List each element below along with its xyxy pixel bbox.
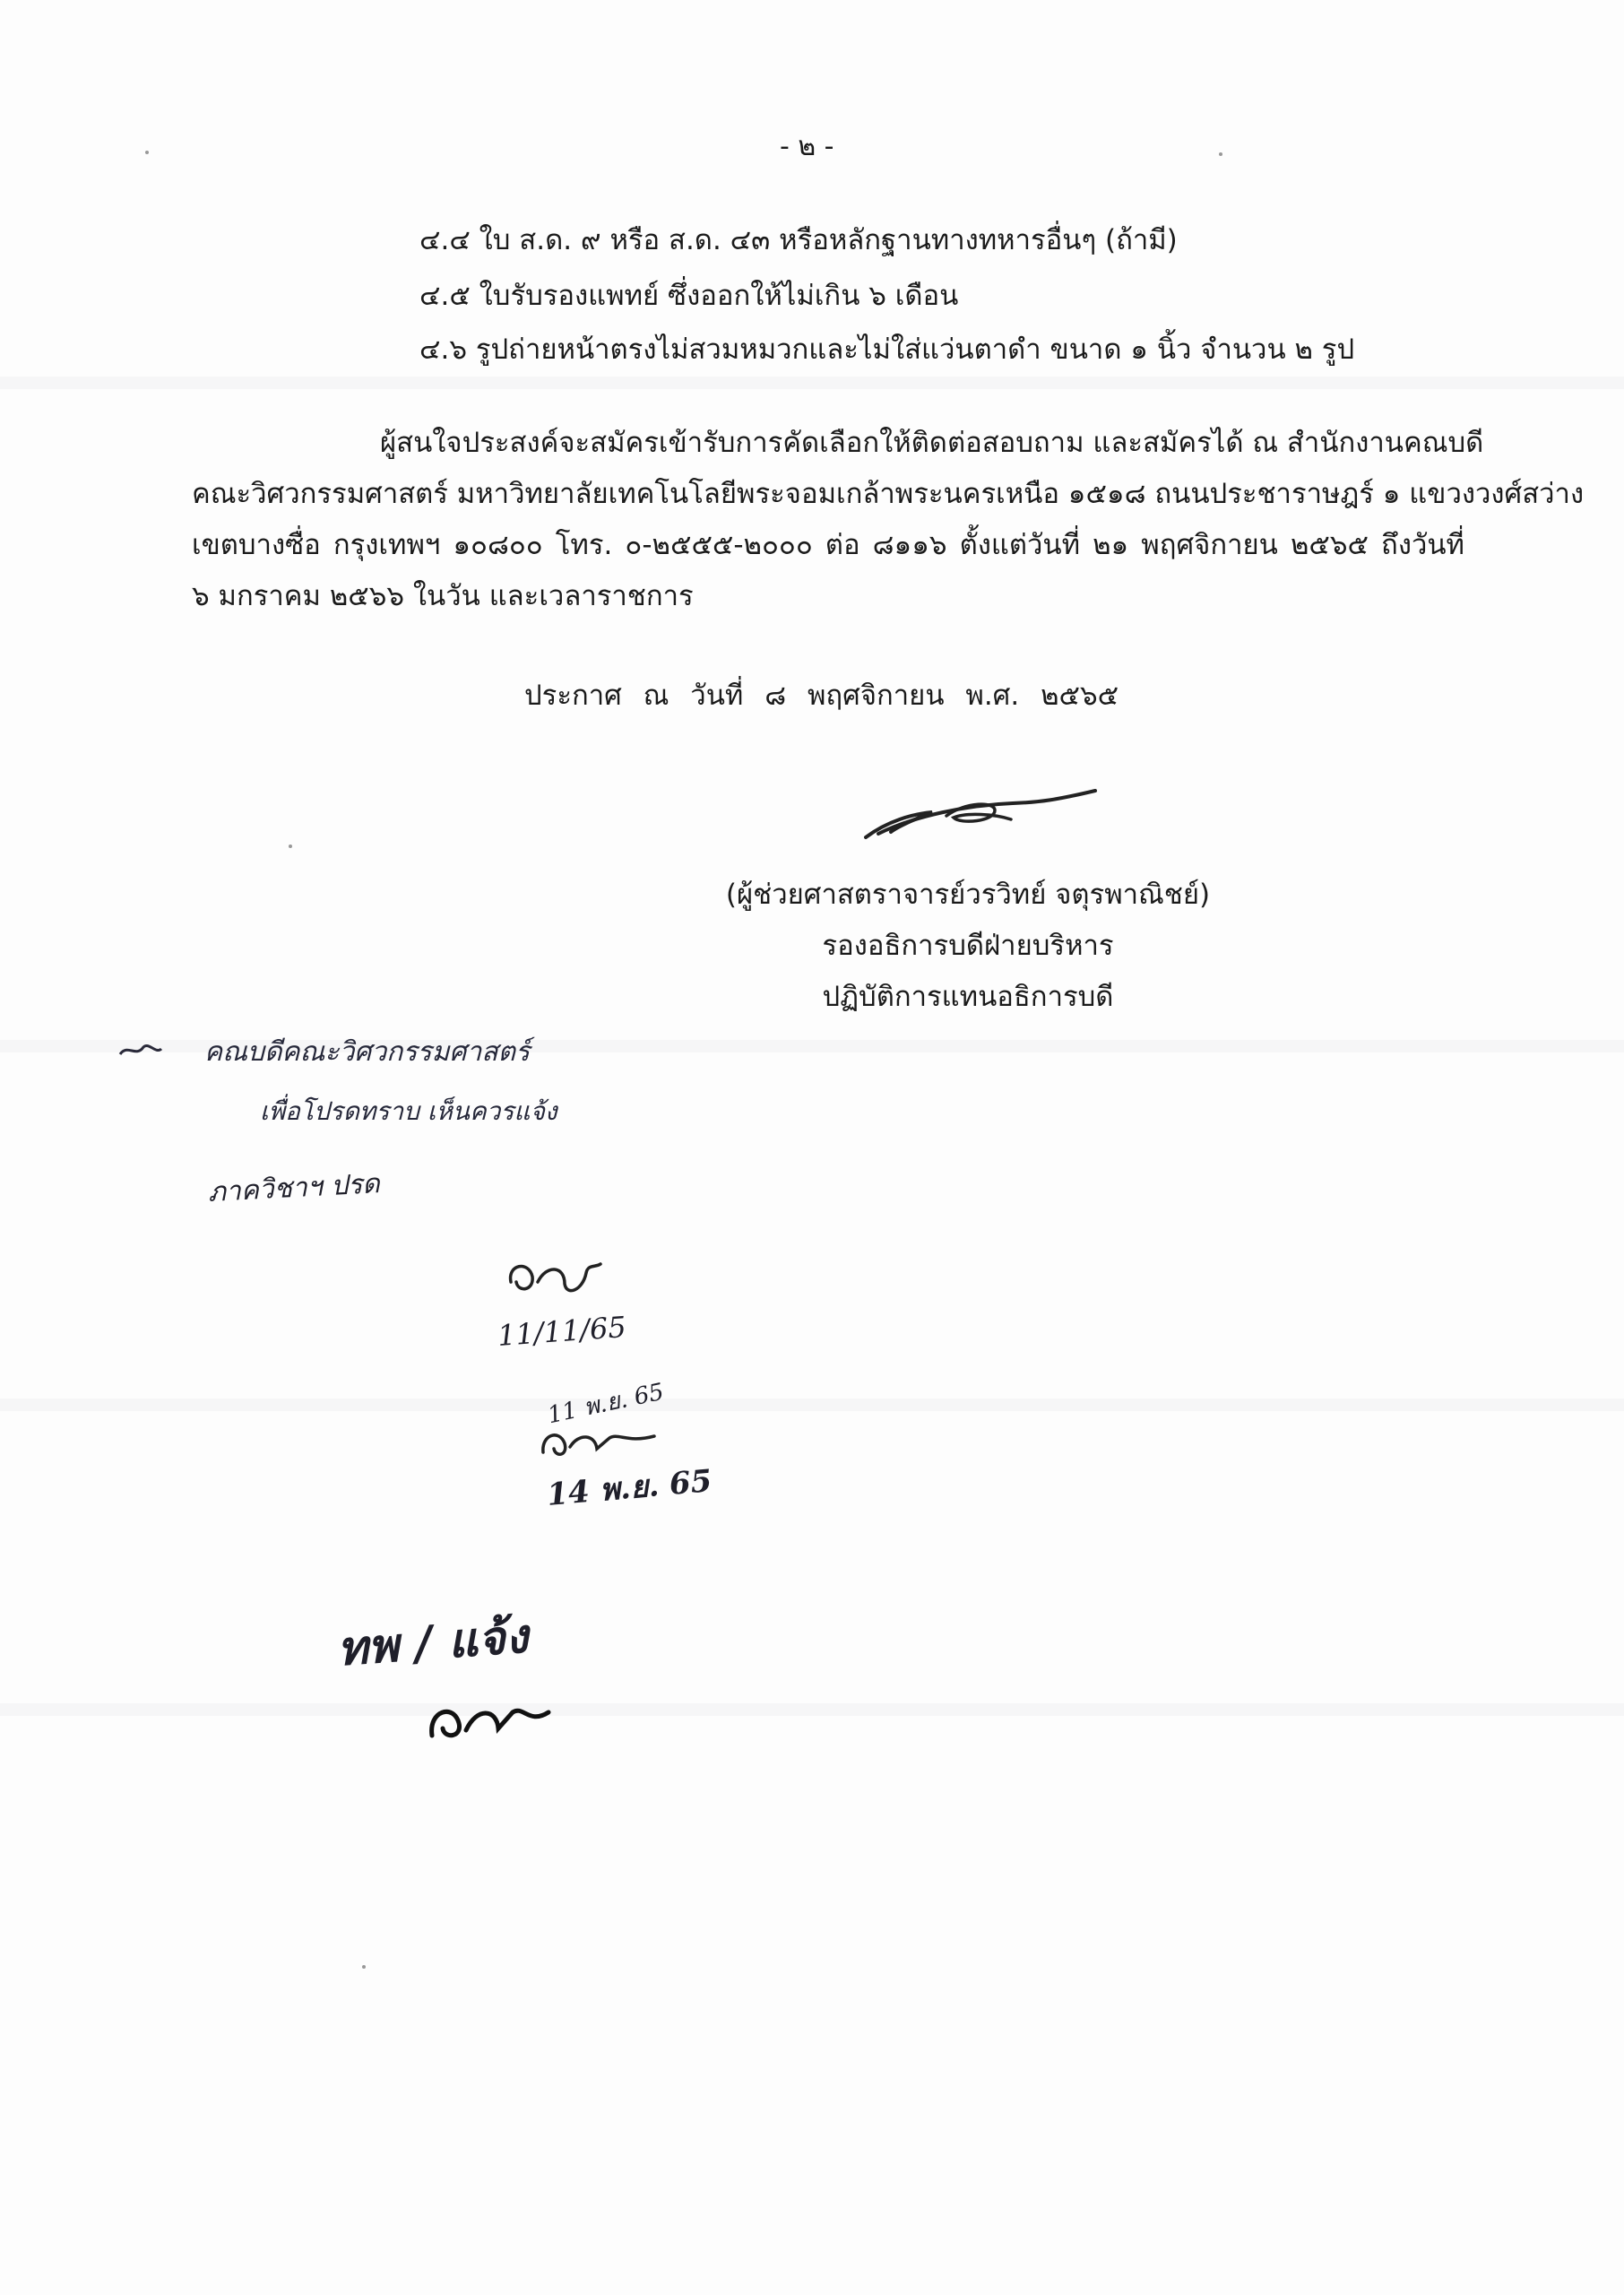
- signature-block: [717, 870, 1219, 1023]
- scan-speck: [145, 151, 149, 154]
- handwritten-date: 11/11/65: [496, 1310, 627, 1353]
- scan-artifact: [0, 1703, 1624, 1716]
- paragraph-line: เขตบางซื่อ กรุงเทพฯ ๑๐๘๐๐ โทร. ๐-๒๕๕๕-๒๐๐๐ ต่อ ๘๑๑๖ ตั้งแต่วันที่ ๒๑ พฤศจิกายน ๒๕๖๕ ถึงวันที่: [192, 529, 1464, 561]
- announcement-date: ประกาศ ณ วันที่ ๘ พฤศจิกายน พ.ศ. ๒๕๖๕: [524, 680, 1119, 712]
- handwritten-signature: [423, 1685, 557, 1748]
- paragraph-line: คณะวิศวกรรมศาสตร์ มหาวิทยาลัยเทคโนโลยีพระจอมเกล้าพระนครเหนือ ๑๕๑๘ ถนนประชาราษฎร์ ๑ แขวงวงศ์สว่าง: [192, 478, 1585, 510]
- list-item: ๔.๖ รูปถ่ายหน้าตรงไม่สวมหมวกและไม่ใส่แว่นตาดำ ขนาด ๑ นิ้ว จำนวน ๒ รูป: [419, 333, 1355, 366]
- handwritten-note: เพื่อโปรดทราบ เห็นควรแจ้ง: [260, 1096, 557, 1126]
- scan-speck: [1219, 152, 1222, 156]
- list-item: ๔.๔ ใบ ส.ด. ๙ หรือ ส.ด. ๔๓ หรือหลักฐานทางทหารอื่นๆ (ถ้ามี): [419, 224, 1178, 256]
- handwritten-date: 11 พ.ย. 65: [545, 1378, 667, 1430]
- handwritten-initials: [538, 1416, 663, 1461]
- paragraph-line: ผู้สนใจประสงค์จะสมัครเข้ารับการคัดเลือกให้ติดต่อสอบถาม และสมัครได้ ณ สำนักงานคณบดี: [380, 427, 1484, 459]
- scan-speck: [289, 844, 292, 848]
- paragraph-line: ๖ มกราคม ๒๕๖๖ ในวัน และเวลาราชการ: [192, 580, 694, 612]
- handwritten-note: คณบดีคณะวิศวกรรมศาสตร์: [204, 1036, 531, 1068]
- list-item: ๔.๕ ใบรับรองแพทย์ ซึ่งออกให้ไม่เกิน ๖ เดือน: [419, 280, 959, 312]
- signature-mark: [860, 780, 1111, 843]
- handwritten-note: ภาควิชาฯ ปรด: [207, 1168, 381, 1208]
- contact-paragraph: [192, 418, 1585, 622]
- handwritten-date: 14 พ.ย. 65: [545, 1463, 713, 1513]
- scan-artifact: [0, 1399, 1624, 1411]
- handwritten-note: ทพ / แจ้ง: [335, 1608, 531, 1677]
- scan-speck: [362, 1965, 366, 1969]
- signatory-position: รองอธิการบดีฝ่ายบริหาร: [822, 930, 1114, 962]
- handwritten-scribble: [117, 1040, 163, 1060]
- page-number: - ๒ -: [780, 131, 834, 162]
- handwritten-initials: [502, 1246, 609, 1309]
- signatory-name: (ผู้ช่วยศาสตราจารย์วรวิทย์ จตุรพาณิชย์): [725, 879, 1211, 911]
- signatory-acting: ปฏิบัติการแทนอธิการบดี: [822, 981, 1114, 1013]
- scan-artifact: [0, 377, 1624, 389]
